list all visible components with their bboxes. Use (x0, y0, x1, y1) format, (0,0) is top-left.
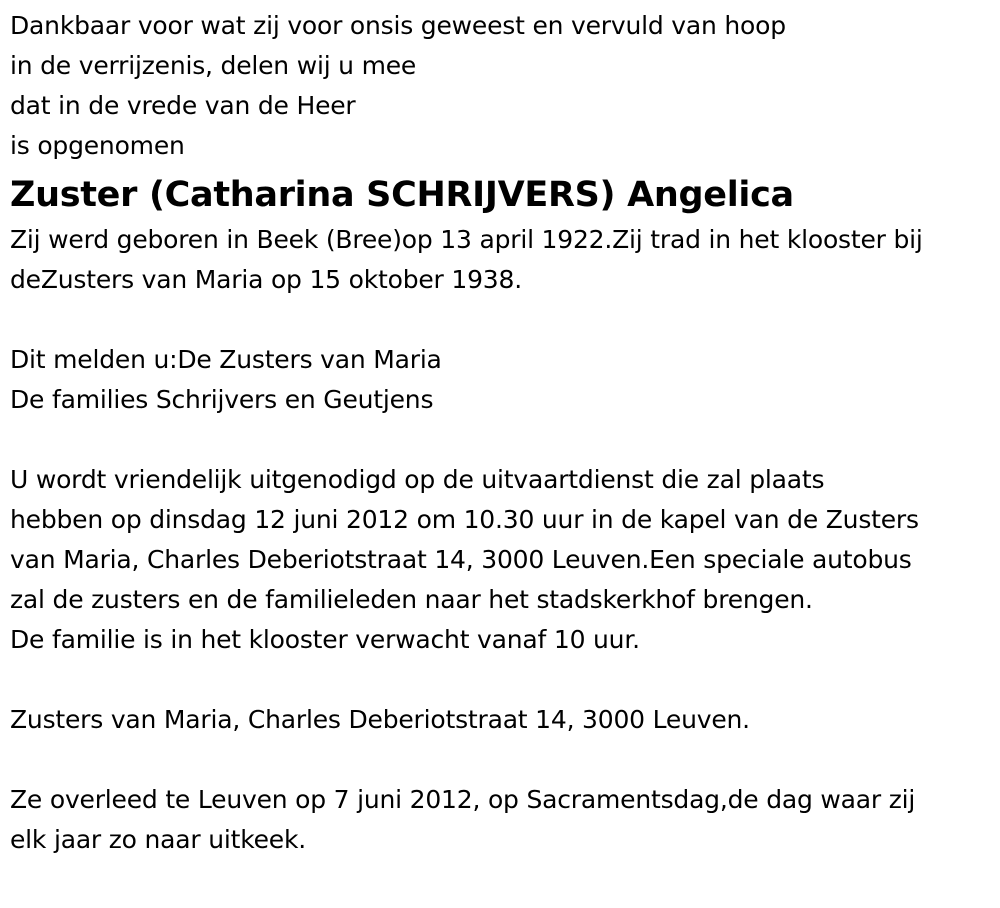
death-line: elk jaar zo naar uitkeek. (10, 825, 307, 854)
funeral-line: U wordt vriendelijk uitgenodigd op de uitvaartdienst die zal plaats (10, 465, 825, 494)
address-line: Zusters van Maria, Charles Deberiotstraat 14, 3000 Leuven. (10, 705, 750, 734)
paragraph-gap (10, 300, 995, 340)
obituary-notice (10, 6, 995, 860)
intro-line: is opgenomen (10, 131, 185, 160)
funeral-line: zal de zusters en de familieleden naar het stadskerkhof brengen. (10, 585, 813, 614)
paragraph-gap (10, 740, 995, 780)
birth-paragraph (10, 220, 995, 300)
deceased-name: Zuster (Catharina SCHRIJVERS) Angelica (10, 175, 794, 215)
intro-line: in de verrijzenis, delen wij u mee (10, 51, 417, 80)
birth-line: deZusters van Maria op 15 oktober 1938. (10, 265, 522, 294)
birth-line: Zij werd geboren in Beek (Bree)op 13 april 1922.Zij trad in het klooster bij (10, 225, 923, 254)
announcers-line: De families Schrijvers en Geutjens (10, 385, 434, 414)
intro-line: dat in de vrede van de Heer (10, 91, 356, 120)
announcers-line: Dit melden u:De Zusters van Maria (10, 345, 442, 374)
death-line: Ze overleed te Leuven op 7 juni 2012, op Sacramentsdag,de dag waar zij (10, 785, 916, 814)
funeral-line: van Maria, Charles Deberiotstraat 14, 3000 Leuven.Een speciale autobus (10, 545, 912, 574)
intro-line: Dankbaar voor wat zij voor onsis geweest en vervuld van hoop (10, 11, 786, 40)
intro-paragraph (10, 6, 995, 166)
funeral-paragraph (10, 460, 995, 660)
death-paragraph (10, 780, 995, 860)
announcers-paragraph (10, 340, 995, 420)
paragraph-gap (10, 660, 995, 700)
funeral-line: hebben op dinsdag 12 juni 2012 om 10.30 uur in de kapel van de Zusters (10, 505, 919, 534)
funeral-line: De familie is in het klooster verwacht vanaf 10 uur. (10, 625, 640, 654)
paragraph-gap (10, 420, 995, 460)
